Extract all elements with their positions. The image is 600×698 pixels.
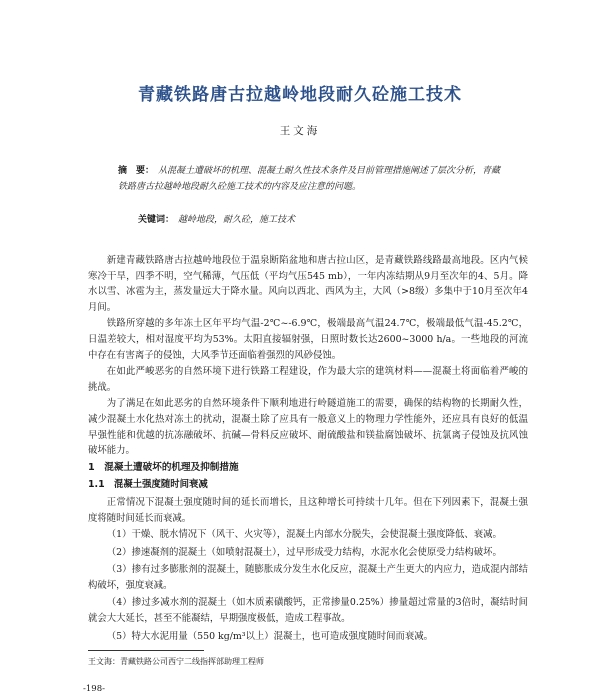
footnote: 王文海：青藏铁路公司西宁二线指挥部助理工程师: [88, 657, 264, 666]
author-name: 王文海: [279, 125, 321, 137]
keywords-text: 越岭地段，耐久砼，施工技术: [178, 215, 296, 225]
paragraph: 为了满足在如此恶劣的自然环境条件下顺利地进行岭隧道施工的需要，确保的结构物的长期耐久性，减少混凝土水化热对冻土的扰动，混凝土除了应具有一般意义上的物理力学性能外，还应具有良好的低温早强性能和优越的抗冻融破坏、抗碱—骨料反应破坏、耐硫酸盐和镁盐腐蚀破坏、抗氯离子侵蚀及抗风蚀破坏能力。: [88, 398, 528, 457]
subsection-heading: 1.1 混凝土强度随时间衰减: [88, 479, 208, 491]
paragraph: 正常情况下混凝土强度随时间的延长而增长，且这种增长可持续十几年。但在下列因素下，混凝土强度将随时间延长而衰减。: [88, 496, 528, 524]
section-heading: 1 混凝土遭破坏的机理及抑制措施: [88, 461, 239, 473]
abstract: [118, 163, 506, 195]
abstract-label: 摘 要：: [118, 166, 155, 176]
list-item: （4）掺过多减水剂的混凝土（如木质素磺酸钙，正常掺量0.25%）掺量超过常量的3倍时，凝结时间就会大大延长，甚至不能凝结，早期强度极低，造成工程事故。: [88, 597, 528, 625]
keywords: [138, 212, 498, 225]
keywords-label: 关键词：: [138, 215, 175, 225]
abstract-text: 从混凝土遭破坏的机理、混凝土耐久性技术条件及目前管理措施阐述了层次分析，青藏铁路唐古拉越岭地段耐久砼施工技术的内容及应注意的问题。: [118, 166, 501, 192]
paragraph: 新建青藏铁路唐古拉越岭地段位于温泉断陷盆地和唐古拉山区，是青藏铁路线路最高地段。区内气候寒冷干旱，四季不明，空气稀薄，气压低（平均气压545 mb），一年内冻结期从9月至次年的4、5月。降水以雪、冰雹为主，蒸发量远大于降水量。风向以西北、西风为主，大风（>8级）多集中于10月至次年4月间。: [88, 255, 528, 313]
list-item: （1）干燥、脱水情况下（风干、火灾等），混凝土内部水分脱失，会使混凝土强度降低、衰减。: [106, 529, 502, 541]
page-number: -198-: [83, 684, 105, 694]
footnote-divider: [88, 650, 204, 651]
list-item: （5）特大水泥用量（550 kg/m³以上）混凝土，也可造成强度随时间而衰减。: [106, 630, 434, 642]
list-item: （3）掺有过多膨胀剂的混凝土，随膨胀成分发生水化反应，混凝土产生更大的内应力，造成混内部结构破坏，强度衰减。: [88, 564, 528, 591]
paragraph: 铁路所穿越的多年冻土区年平均气温-2℃~-6.9℃，极端最高气温24.7℃，极端最低气温-45.2℃，日温差较大，相对湿度平均为53%。太阳直接辐射强，日照时数长达2600~3000 h/a。一些地段的河流中存在有害离子的侵蚀，大风季节还面临着强烈的风砂侵蚀。: [88, 318, 528, 361]
list-item: （2）掺速凝剂的混凝土（如喷射混凝土），过早形成受力结构，水泥水化会使原受力结构破坏。: [106, 546, 502, 558]
paragraph: 在如此严峻恶劣的自然环境下进行铁路工程建设，作为最大宗的建筑材料——混凝土将面临着严峻的挑战。: [88, 366, 528, 393]
paper-title: 青藏铁路唐古拉越岭地段耐久砼施工技术: [138, 85, 462, 105]
body-text: [88, 253, 528, 646]
